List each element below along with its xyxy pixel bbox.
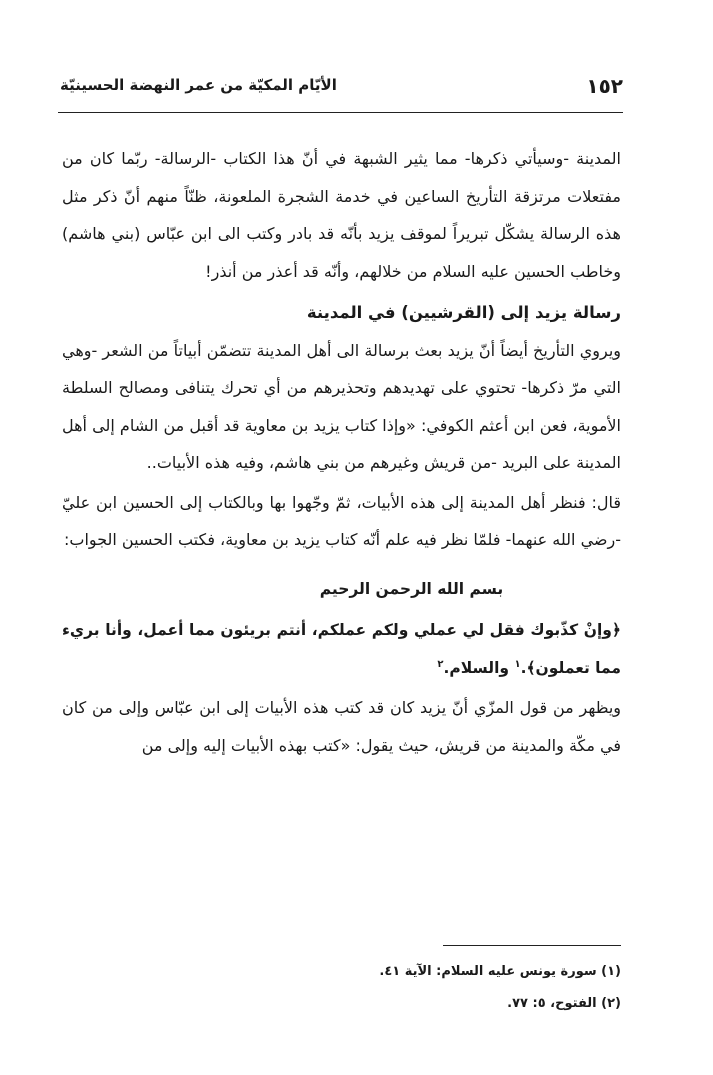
paragraph-2: ويروي التأريخ أيضاً أنّ يزيد بعث برسالة الى أهل المدينة تتضمّن أبياتاً من الشعر -وهي التي مرّ ذكرها- تحتوي على تهديدهم وتحذيرهم من أي تحرك يتنافى ومصالح السلطة الأموية، فعن ابن أعثم الكوفي: «وإذا كتاب يزيد بن معاوية قد أقبل من الشام إلى أهل المدينة على البريد -من قريش وغيرهم من بني هاشم، وفيه هذه الأبيات.. <box>62 340 621 472</box>
paragraph-4: ويظهر من قول المزّي أنّ يزيد كان قد كتب هذه الأبيات إلى ابن عبّاس وإلى من كان في مكّة والمدينة من قريش، حيث يقول: «كتب بهذه الأبيات إليه وإلى من <box>62 698 621 755</box>
page-number: ١٥٢ <box>586 74 623 98</box>
page-header <box>60 74 623 110</box>
quote-text: ﴿وإنْ كذّبوك فقل لي عملي ولكم عملكم، أنتم بريئون مما أعمل، وأنا بريء مما تعملون﴾. <box>62 621 621 677</box>
quran-quote <box>62 612 621 687</box>
quote-tail: والسلام. <box>443 658 515 677</box>
paragraph-3: قال: فنظر أهل المدينة إلى هذه الأبيات، ثمّ وجّهوا بها وبالكتاب إلى الحسين ابن عليّ -رضي الله عنهما- فلمّا نظر فيه علم أنّه كتاب يزيد بن معاوية، فكتب الحسين الجواب: <box>62 492 621 549</box>
footnote-ref-1: ١ <box>514 658 521 670</box>
footnote-ref-2: ٢ <box>437 658 444 670</box>
footnote-divider <box>443 945 621 946</box>
section-heading: رسالة يزيد إلى (القرشيين) في المدينة <box>306 303 621 322</box>
paragraph-1: المدينة -وسيأتي ذكرها- مما يثير الشبهة في أنّ هذا الكتاب -الرسالة- ربّما كان من مفتعلات مرتزقة التأريخ الساعين في خدمة الشجرة الملعونة، ظنّاً منهم أنّ ذكر مثل هذه الرسالة يشكّل تبريراً لموقف يزيد بأنّه قد بادر وكتب الى ابن عبّاس (بني هاشم) وخاطب الحسين عليه السلام من خلالهم، وأنّه قد أعذر من أنذر! <box>62 149 621 281</box>
footnote-1: (١) سورة يونس عليه السلام: الآية ٤١. <box>379 964 621 979</box>
footnote-2: (٢) الفتوح، ٥: ٧٧. <box>507 996 621 1011</box>
running-title: الأيّام المكيّة من عمر النهضة الحسينيّة <box>60 76 337 94</box>
main-text <box>62 140 621 764</box>
header-divider <box>58 112 623 113</box>
basmala: بسم الله الرحمن الرحيم <box>319 579 504 598</box>
footnotes <box>200 956 621 1020</box>
